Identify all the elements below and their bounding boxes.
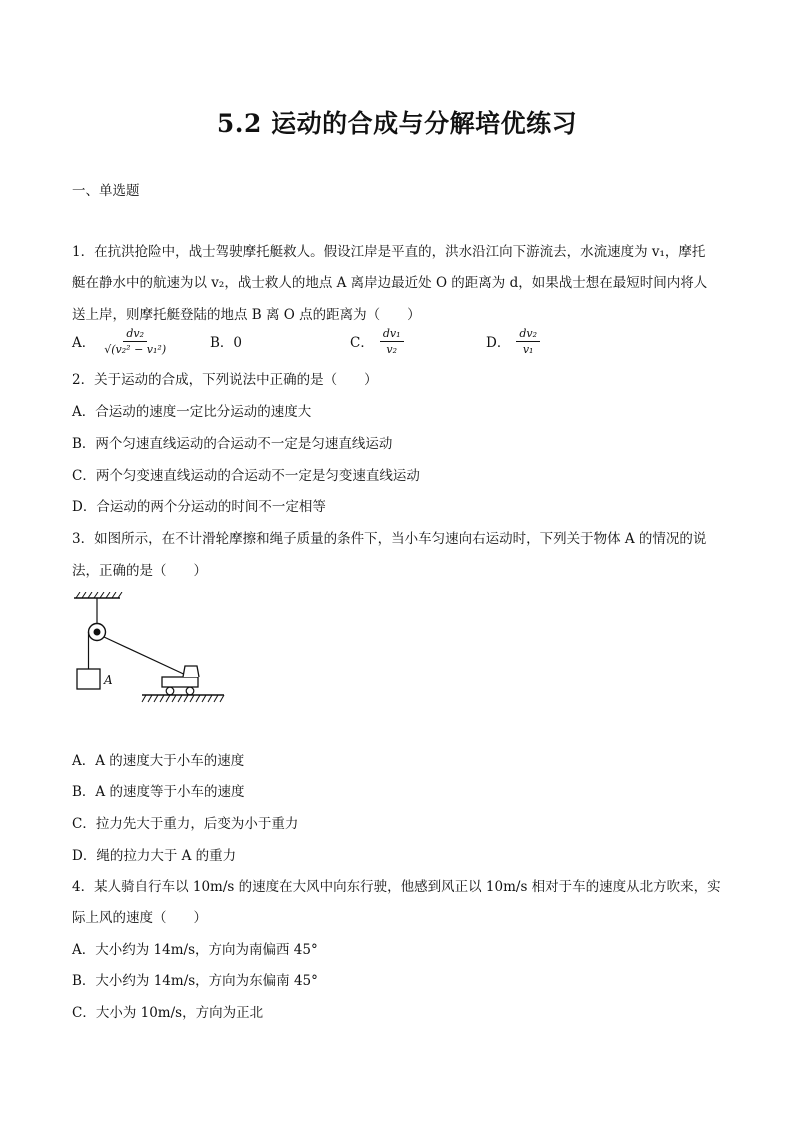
ceiling-hatch: [76, 592, 122, 598]
q1-option-c-fraction: $\frac{\text{dv₁}}{\text{v₂}}$: [380, 327, 404, 356]
q4-stem-line2: 际上风的速度（ ）: [72, 910, 207, 926]
q1-option-c: C． $\frac{\text{dv₁}}{\text{v₂}}$: [350, 320, 404, 362]
page-title: 5.2 运动的合成与分解培优练习: [216, 109, 578, 138]
q2-option-a: A．合运动的速度一定比分运动的速度大: [72, 404, 312, 420]
q3-stem-line2: 法，正确的是（ ）: [72, 563, 207, 579]
q2-stem: 2．关于运动的合成，下列说法中正确的是（ ）: [72, 372, 378, 388]
section-heading: 一、单选题: [72, 183, 140, 199]
cart-wheel-rear: [166, 687, 174, 695]
pulley-axle: [94, 629, 101, 636]
q1-stem-line2: 艇在静水中的航速为以 v₂，战士救人的地点 A 离岸边最近处 O 的距离为 d，如果战士想在最短时间内将人: [72, 275, 708, 291]
q1-option-a-fraction: $\frac{\text{dv₂}}{\text{√(v₂² − v₁²)}}$: [104, 326, 167, 356]
q1-option-a: A． $\frac{\text{dv₂}}{\text{√(v₂² − v₁²)}}$: [72, 320, 169, 362]
rope-diagonal: [104, 637, 190, 677]
q1-option-d-fraction: $\frac{\text{dv₂}}{\text{v₁}}$: [516, 327, 540, 356]
cart-wheel-front: [186, 687, 194, 695]
cart-body: [162, 677, 198, 687]
q4-option-b: B．大小约为 14m/s，方向为东偏南 45°: [72, 973, 318, 989]
q3-option-c: C．拉力先大于重力，后变为小于重力: [72, 816, 299, 832]
q1-stem-line1: 1．在抗洪抢险中，战士驾驶摩托艇救人。假设江岸是平直的，洪水沿江向下游流去，水流速度为 v₁，摩托: [72, 244, 706, 260]
q2-option-d: D．合运动的两个分运动的时间不一定相等: [72, 499, 326, 515]
q4-stem-line1: 4．某人骑自行车以 10m/s 的速度在大风中向东行驶，他感到风正以 10m/s 相对于车的速度从北方吹来，实: [72, 879, 721, 895]
pulley-cart-figure: [66, 592, 236, 704]
cart-cab: [183, 666, 199, 677]
q1-options: [72, 320, 732, 362]
q4-option-a: A．大小约为 14m/s，方向为南偏西 45°: [72, 942, 318, 958]
q1-option-d: D． $\frac{\text{dv₂}}{\text{v₁}}$: [486, 320, 540, 362]
q3-option-d: D．绳的拉力大于 A 的重力: [72, 848, 237, 864]
ground-hatch: [142, 695, 224, 702]
block-a: [77, 669, 100, 689]
q3-option-a: A．A 的速度大于小车的速度: [72, 753, 245, 769]
q3-option-b: B．A 的速度等于小车的速度: [72, 784, 245, 800]
q3-stem-line1: 3．如图所示，在不计滑轮摩擦和绳子质量的条件下，当小车匀速向右运动时，下列关于物体 A 的情况的说: [72, 531, 707, 547]
q2-option-c: C．两个匀变速直线运动的合运动不一定是匀变速直线运动: [72, 468, 420, 484]
q2-option-b: B．两个匀速直线运动的合运动不一定是匀速直线运动: [72, 436, 393, 452]
q4-option-c: C．大小为 10m/s，方向为正北: [72, 1005, 264, 1021]
q1-option-b: B．0: [210, 335, 243, 351]
block-a-label: A: [104, 673, 113, 687]
q1-stem-line3: 送上岸，则摩托艇登陆的地点 B 离 O 点的距离为（ ）: [72, 307, 421, 323]
